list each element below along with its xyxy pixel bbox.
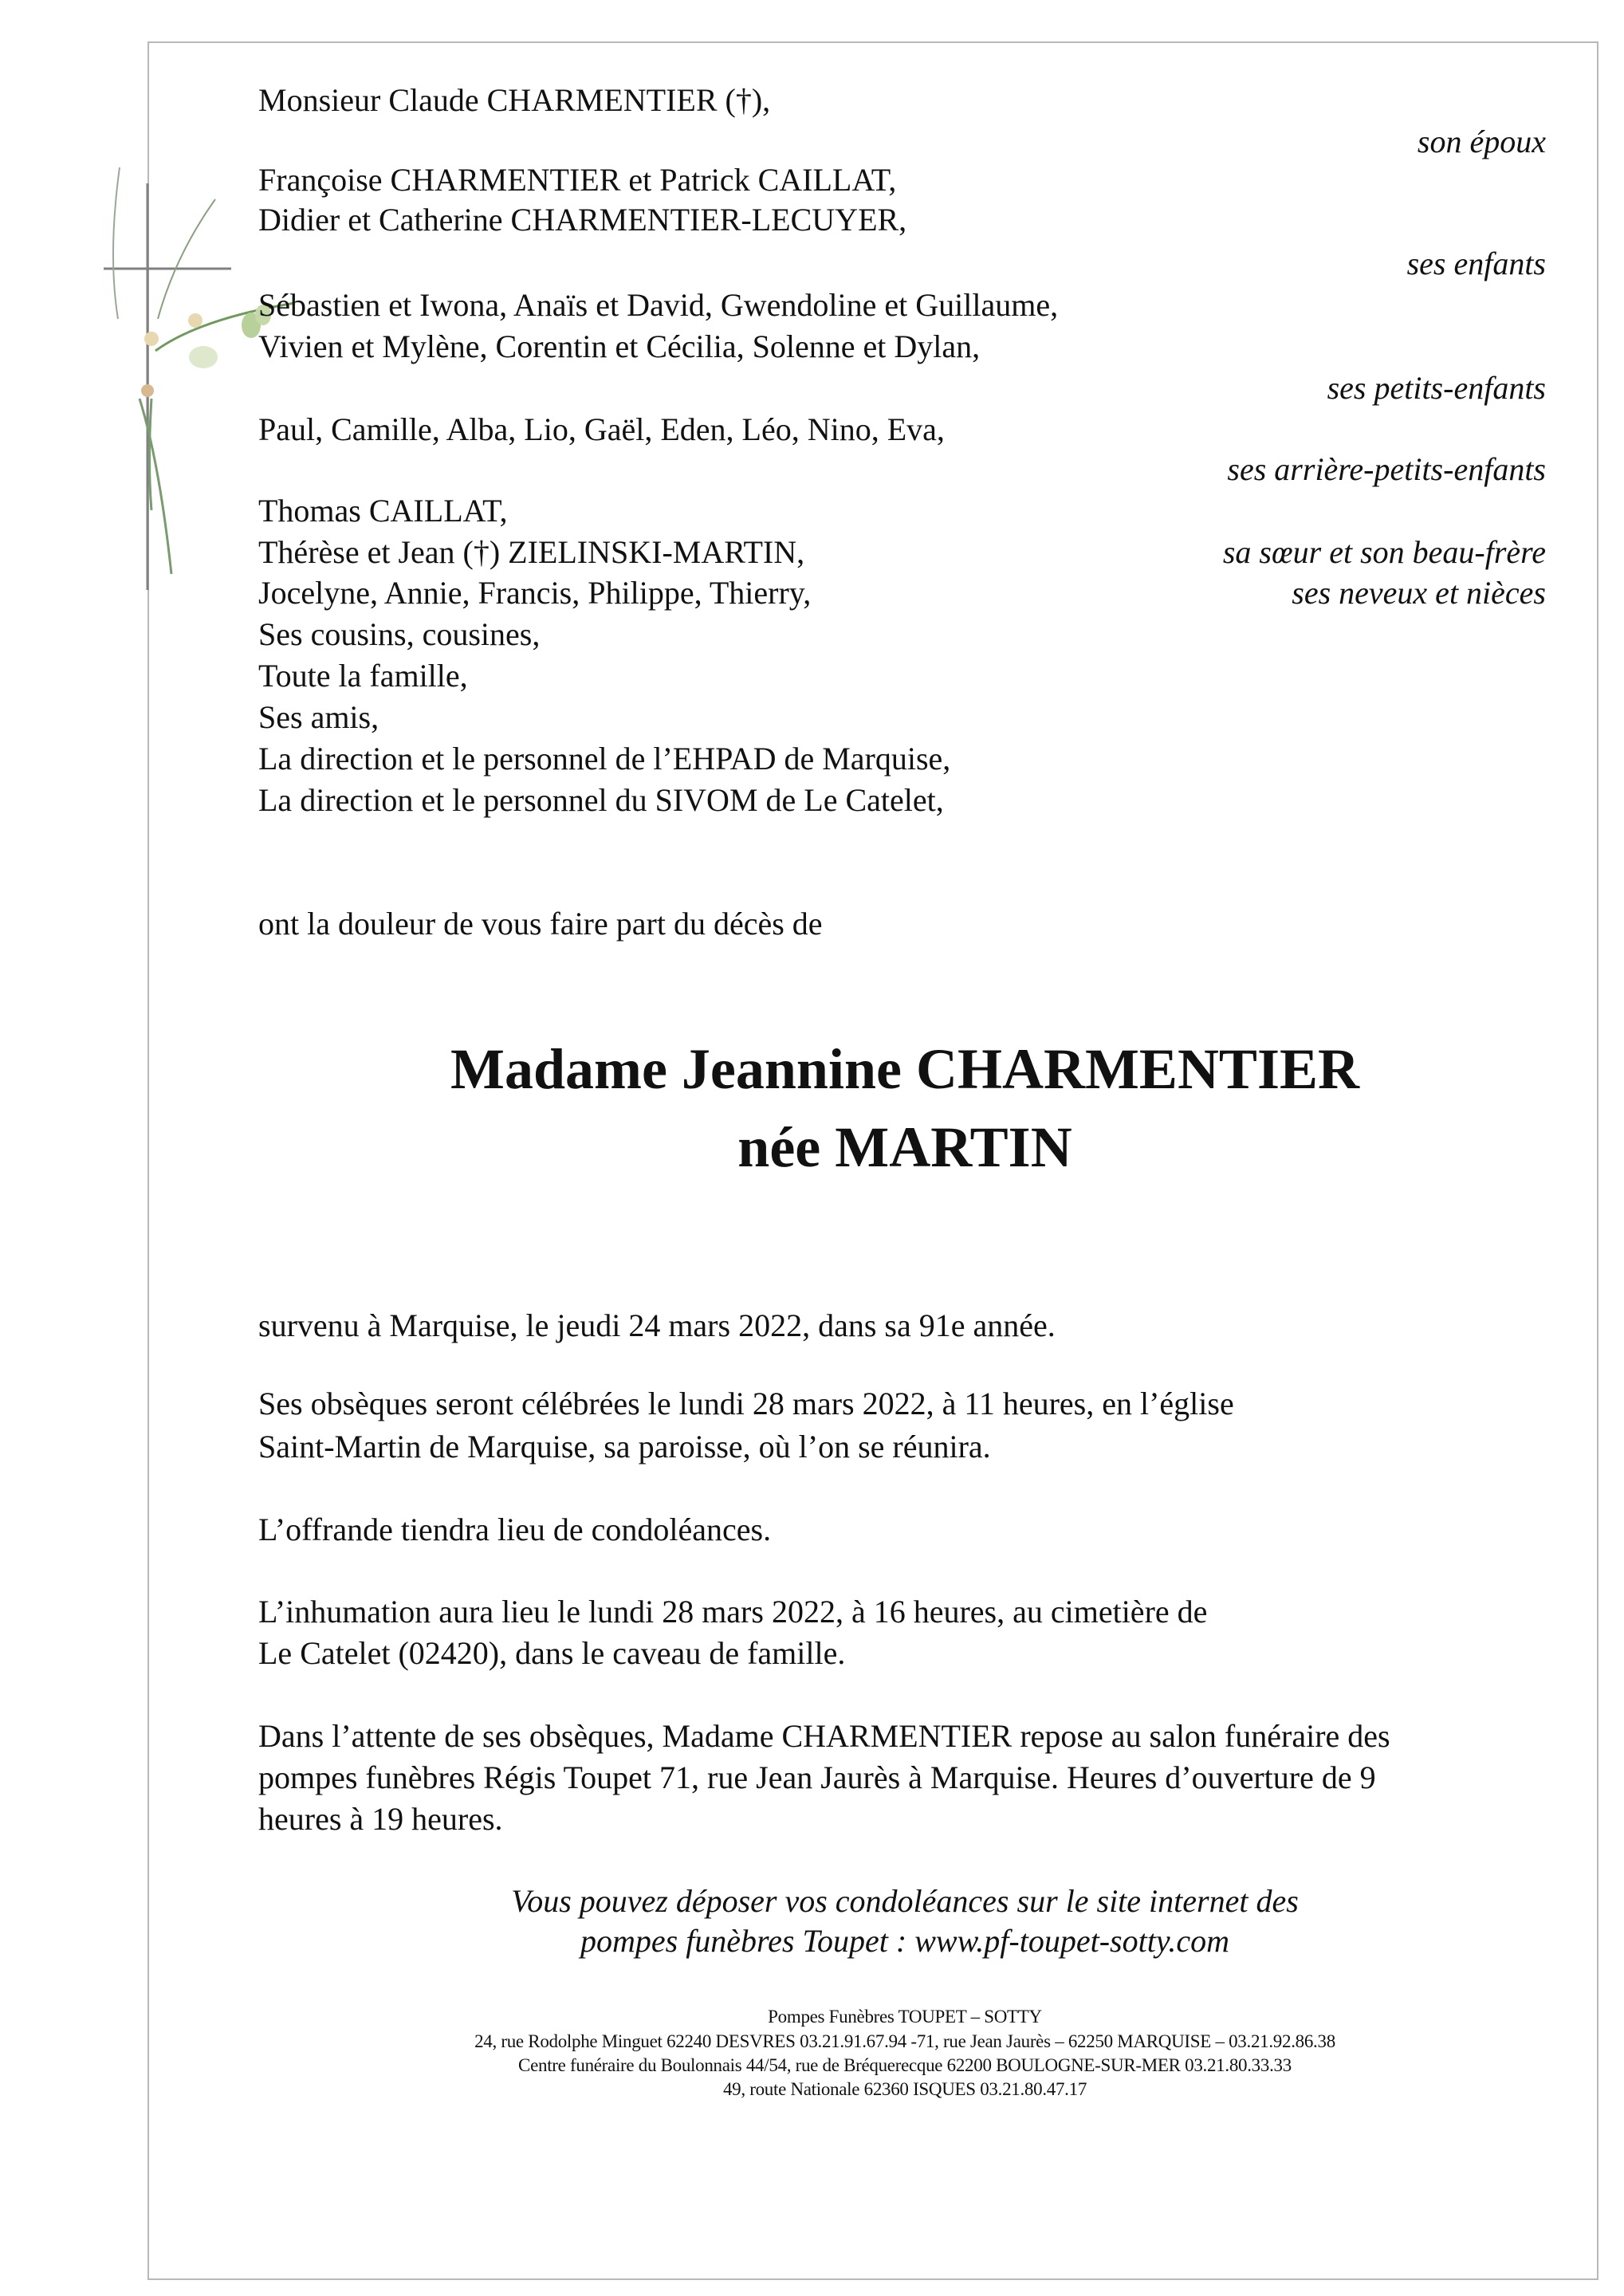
body-line: L’inhumation aura lieu le lundi 28 mars 2022, à 16 heures, au cimetière de <box>258 1594 1208 1630</box>
family-line: Thérèse et Jean (†) ZIELINSKI-MARTIN, <box>258 534 805 570</box>
family-line: Thomas CAILLAT, <box>258 493 508 529</box>
relation-label: ses neveux et nièces <box>1292 575 1546 611</box>
family-line: Vivien et Mylène, Corentin et Cécilia, Solenne et Dylan, <box>258 328 981 364</box>
footer-address: 24, rue Rodolphe Minguet 62240 DESVRES 03.21.91.67.94 -71, rue Jean Jaurès – 62250 MARQUISE – 03.21.92.86.38 <box>474 2031 1335 2051</box>
relation-label: ses arrière-petits-enfants <box>1227 451 1546 487</box>
condolences-line: Vous pouvez déposer vos condoléances sur le site internet des <box>511 1883 1299 1919</box>
family-line: La direction et le personnel de l’EHPAD de Marquise, <box>258 741 951 776</box>
deceased-birth-name: née MARTIN <box>737 1115 1072 1179</box>
body-line: Dans l’attente de ses obsèques, Madame CHARMENTIER repose au salon funéraire des <box>258 1718 1390 1754</box>
body-line: heures à 19 heures. <box>258 1801 503 1837</box>
family-line: Ses cousins, cousines, <box>258 616 541 652</box>
family-line: Jocelyne, Annie, Francis, Philippe, Thierry, <box>258 575 812 611</box>
footer-company: Pompes Funèbres TOUPET – SOTTY <box>768 2007 1042 2027</box>
deceased-name: Madame Jeannine CHARMENTIER <box>450 1037 1359 1101</box>
body-line: Ses obsèques seront célébrées le lundi 28 mars 2022, à 11 heures, en l’église <box>258 1386 1234 1421</box>
family-line: Paul, Camille, Alba, Lio, Gaël, Eden, Léo, Nino, Eva, <box>258 411 945 447</box>
relation-label: sa sœur et son beau-frère <box>1222 534 1546 570</box>
body-line: Saint-Martin de Marquise, sa paroisse, où l’on se réunira. <box>258 1429 991 1464</box>
body-line: survenu à Marquise, le jeudi 24 mars 2022, dans sa 91e année. <box>258 1307 1056 1343</box>
footer-address: 49, route Nationale 62360 ISQUES 03.21.80.47.17 <box>722 2079 1087 2099</box>
family-line: Toute la famille, <box>258 658 468 694</box>
family-line: Monsieur Claude CHARMENTIER (†), <box>258 82 771 118</box>
footer-address: Centre funéraire du Boulonnais 44/54, rue de Bréquerecque 62200 BOULOGNE-SUR-MER 03.21.80.33.33 <box>518 2055 1292 2075</box>
body-line: Le Catelet (02420), dans le caveau de famille. <box>258 1635 846 1671</box>
announcement-text: ont la douleur de vous faire part du décès de <box>258 906 823 942</box>
relation-label: son époux <box>1417 124 1546 159</box>
family-line: Françoise CHARMENTIER et Patrick CAILLAT, <box>258 162 897 198</box>
body-line: L’offrande tiendra lieu de condoléances. <box>258 1512 772 1547</box>
family-line: Ses amis, <box>258 699 379 735</box>
family-line: Sébastien et Iwona, Anaïs et David, Gwendoline et Guillaume, <box>258 287 1059 323</box>
family-line: Didier et Catherine CHARMENTIER-LECUYER, <box>258 202 907 238</box>
relation-label: ses petits-enfants <box>1327 370 1546 406</box>
condolences-website-line: pompes funèbres Toupet : www.pf-toupet-sotty.com <box>580 1923 1230 1959</box>
body-line: pompes funèbres Régis Toupet 71, rue Jean Jaurès à Marquise. Heures d’ouverture de 9 <box>258 1759 1376 1795</box>
family-line: La direction et le personnel du SIVOM de Le Catelet, <box>258 782 944 818</box>
relation-label: ses enfants <box>1406 246 1546 281</box>
